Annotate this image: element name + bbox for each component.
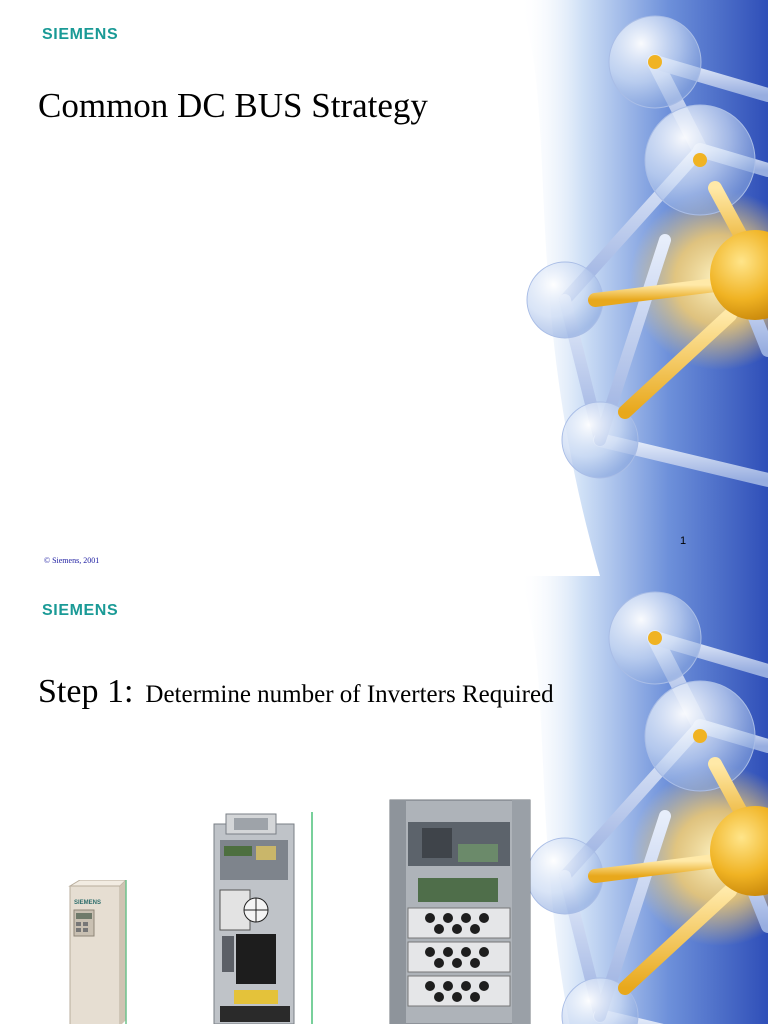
step-text: Determine number of Inverters Required (145, 681, 554, 708)
siemens-logo: SIEMENS (42, 602, 119, 619)
siemens-logo: SIEMENS (42, 26, 119, 43)
copyright-text: © Siemens, 2001 (44, 556, 100, 565)
step-label: Step 1: (38, 673, 134, 710)
chassis-inverter-photo (210, 812, 316, 1024)
slide-title: Common DC BUS Strategy (38, 86, 428, 125)
product-brand-label: SIEMENS (74, 900, 102, 906)
compact-inverter-photo (66, 880, 128, 1024)
page-number: 1 (680, 535, 687, 547)
step-heading (38, 673, 554, 711)
cabinet-inverter-photo (388, 796, 534, 1024)
slide-2 (0, 576, 768, 1024)
